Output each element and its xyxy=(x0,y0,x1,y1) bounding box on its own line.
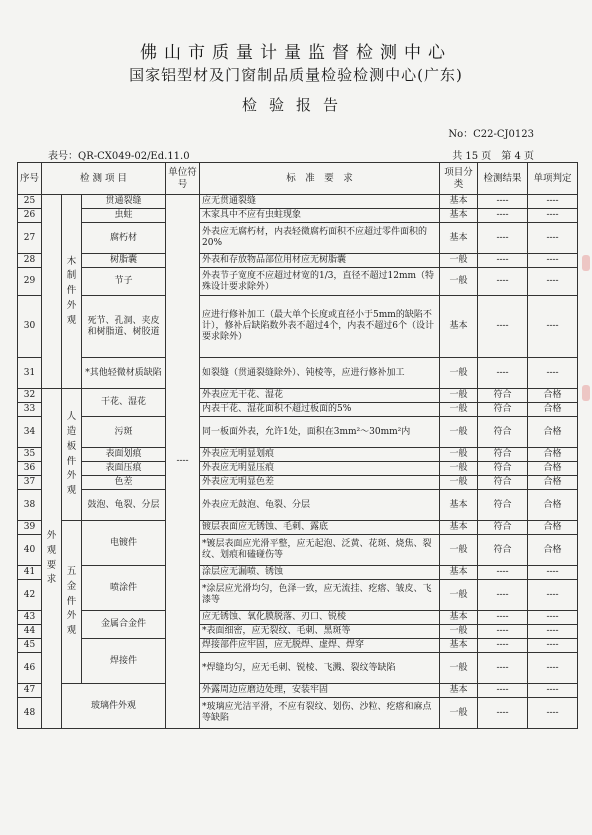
row-number: 40 xyxy=(18,535,42,566)
row-number: 29 xyxy=(18,268,42,296)
row-number: 31 xyxy=(18,358,42,389)
judgement: 合格 xyxy=(528,403,578,417)
judgement: ---- xyxy=(528,195,578,209)
row-number: 39 xyxy=(18,521,42,535)
standard-text: 同一板面外表，允许1处，面积在3mm²～30mm²内 xyxy=(200,417,440,448)
judgement: ---- xyxy=(528,653,578,684)
item-name: 腐朽材 xyxy=(82,223,166,254)
item-name: 鼓泡、龟裂、分层 xyxy=(82,490,166,521)
judgement: 合格 xyxy=(528,462,578,476)
item-name: 节子 xyxy=(82,268,166,296)
table-row xyxy=(18,358,578,389)
item-class: 基本 xyxy=(440,296,478,358)
standard-text: 涂层应无漏喷、锈蚀 xyxy=(200,566,440,580)
item-class: 基本 xyxy=(440,195,478,209)
item-class: 一般 xyxy=(440,403,478,417)
judgement: ---- xyxy=(528,268,578,296)
item-name: 污斑 xyxy=(82,417,166,448)
standard-text: *玻璃应光洁平滑，不应有裂纹、划伤、沙粒、疙瘩和麻点等缺陷 xyxy=(200,698,440,729)
item-class: 基本 xyxy=(440,209,478,223)
standard-text: 应无锈蚀、氧化膜脱落、刃口、锐棱 xyxy=(200,611,440,625)
row-number: 25 xyxy=(18,195,42,209)
result: ---- xyxy=(478,698,528,729)
row-number: 27 xyxy=(18,223,42,254)
row-number: 37 xyxy=(18,476,42,490)
row-number: 30 xyxy=(18,296,42,358)
seal-fragment xyxy=(582,255,590,271)
col-header-class: 项目分类 xyxy=(440,163,478,195)
judgement: ---- xyxy=(528,566,578,580)
item-name: 树脂囊 xyxy=(82,254,166,268)
col-header-unit: 单位符号 xyxy=(166,163,200,195)
judgement: 合格 xyxy=(528,476,578,490)
result: ---- xyxy=(478,580,528,611)
form-number: 表号：QR-CX049-02/Ed.11.0 xyxy=(48,151,190,162)
item-name: 焊接件 xyxy=(82,639,166,684)
result: 符合 xyxy=(478,521,528,535)
row-number: 34 xyxy=(18,417,42,448)
result: ---- xyxy=(478,625,528,639)
group-wood: 木制件外观 xyxy=(62,195,82,389)
item-class: 基本 xyxy=(440,566,478,580)
table-header-row xyxy=(18,163,578,195)
result: 符合 xyxy=(478,476,528,490)
row-number: 45 xyxy=(18,639,42,653)
row-number: 48 xyxy=(18,698,42,729)
judgement: 合格 xyxy=(528,535,578,566)
table-row xyxy=(18,296,578,358)
col-header-judgement: 单项判定 xyxy=(528,163,578,195)
item-class: 一般 xyxy=(440,358,478,389)
result: ---- xyxy=(478,254,528,268)
standard-text: 如裂缝（贯通裂缝除外）、钝棱等，应进行修补加工 xyxy=(200,358,440,389)
result: ---- xyxy=(478,653,528,684)
item-name: 虫蛀 xyxy=(82,209,166,223)
table-row xyxy=(18,611,578,625)
item-name: 死节、孔洞、夹皮和树脂道、树胶道 xyxy=(82,296,166,358)
standard-text: 镀层表面应无锈蚀、毛刺、露底 xyxy=(200,521,440,535)
judgement: 合格 xyxy=(528,521,578,535)
item-name: 玻璃件外观 xyxy=(62,684,166,729)
standard-text: *表面细密，应无裂纹、毛刺、黑斑等 xyxy=(200,625,440,639)
judgement: 合格 xyxy=(528,448,578,462)
item-name: 色差 xyxy=(82,476,166,490)
row-number: 26 xyxy=(18,209,42,223)
result: ---- xyxy=(478,223,528,254)
col-header-result: 检测结果 xyxy=(478,163,528,195)
item-class: 基本 xyxy=(440,490,478,521)
result: ---- xyxy=(478,209,528,223)
judgement: ---- xyxy=(528,684,578,698)
item-class: 一般 xyxy=(440,389,478,403)
item-class: 基本 xyxy=(440,223,478,254)
report-title: 检验报告 xyxy=(241,96,350,114)
standard-text: 应进行修补加工（最大单个长度或直径小于5mm的缺陷不计），修补后缺陷数外表不超过4个，内表不超过6个（设计要求除外） xyxy=(200,296,440,358)
standard-text: 木家具中不应有虫蛀现象 xyxy=(200,209,440,223)
table-row xyxy=(18,417,578,448)
judgement: ---- xyxy=(528,296,578,358)
standard-text: 外表节子宽度不应超过材宽的1/3，直径不超过12mm（特殊设计要求除外） xyxy=(200,268,440,296)
judgement: ---- xyxy=(528,625,578,639)
result: 符合 xyxy=(478,535,528,566)
item-class: 一般 xyxy=(440,462,478,476)
judgement: ---- xyxy=(528,580,578,611)
center-title: 国家铝型材及门窗制品质量检验检测中心(广东) xyxy=(129,66,463,84)
table-row xyxy=(18,223,578,254)
row-number: 35 xyxy=(18,448,42,462)
item-name: 贯通裂缝 xyxy=(82,195,166,209)
result: ---- xyxy=(478,611,528,625)
table-row xyxy=(18,462,578,476)
row-number: 28 xyxy=(18,254,42,268)
table-row xyxy=(18,268,578,296)
group-appearance: 外观要求 xyxy=(42,389,62,729)
row-number: 46 xyxy=(18,653,42,684)
group-board: 人造板件外观 xyxy=(62,389,82,521)
table-row xyxy=(18,254,578,268)
item-class: 一般 xyxy=(440,535,478,566)
result: ---- xyxy=(478,296,528,358)
row-number: 32 xyxy=(18,389,42,403)
table-row xyxy=(18,389,578,403)
row-number: 36 xyxy=(18,462,42,476)
seal-fragment xyxy=(582,385,590,401)
item-class: 一般 xyxy=(440,448,478,462)
item-name: 喷涂件 xyxy=(82,566,166,611)
table-row xyxy=(18,639,578,653)
row-number: 44 xyxy=(18,625,42,639)
standard-text: 外露周边应磨边处理，安装牢固 xyxy=(200,684,440,698)
judgement: ---- xyxy=(528,209,578,223)
result: ---- xyxy=(478,639,528,653)
group-blank-cell xyxy=(42,195,62,389)
item-class: 一般 xyxy=(440,625,478,639)
inspection-table xyxy=(17,162,578,729)
standard-text: *涂层应光滑均匀，色泽一致，应无流挂、疙瘩、皱皮、飞漆等 xyxy=(200,580,440,611)
result: ---- xyxy=(478,195,528,209)
result: ---- xyxy=(478,684,528,698)
item-class: 一般 xyxy=(440,653,478,684)
standard-text: 外表应无腐朽材，内表轻微腐朽面积不应超过零件面积的20% xyxy=(200,223,440,254)
item-class: 一般 xyxy=(440,417,478,448)
standard-text: 外表应无明显压痕 xyxy=(200,462,440,476)
item-name: 表面划痕 xyxy=(82,448,166,462)
judgement: ---- xyxy=(528,698,578,729)
judgement: ---- xyxy=(528,358,578,389)
table-row xyxy=(18,566,578,580)
result: 符合 xyxy=(478,417,528,448)
judgement: ---- xyxy=(528,223,578,254)
standard-text: 外表应无鼓泡、龟裂、分层 xyxy=(200,490,440,521)
table-row xyxy=(18,684,578,698)
item-name: *其他轻微材质缺陷 xyxy=(82,358,166,389)
result: 符合 xyxy=(478,490,528,521)
table-row xyxy=(18,209,578,223)
standard-text: *镀层表面应光滑平整，应无起泡、泛黄、花斑、烧焦、裂纹、划痕和磕碰伤等 xyxy=(200,535,440,566)
result: ---- xyxy=(478,358,528,389)
standard-text: 焊接部件应牢固，应无脱焊、虚焊、焊穿 xyxy=(200,639,440,653)
result: 符合 xyxy=(478,448,528,462)
row-number: 41 xyxy=(18,566,42,580)
judgement: 合格 xyxy=(528,490,578,521)
row-number: 38 xyxy=(18,490,42,521)
item-class: 基本 xyxy=(440,639,478,653)
col-header-seq: 序号 xyxy=(18,163,42,195)
item-class: 一般 xyxy=(440,698,478,729)
row-number: 43 xyxy=(18,611,42,625)
judgement: ---- xyxy=(528,611,578,625)
result: ---- xyxy=(478,268,528,296)
judgement: 合格 xyxy=(528,389,578,403)
judgement: ---- xyxy=(528,639,578,653)
standard-text: 内表干花、湿花面积不超过板面的5% xyxy=(200,403,440,417)
col-header-standard: 标 准 要 求 xyxy=(200,163,440,195)
table-row xyxy=(18,476,578,490)
judgement: 合格 xyxy=(528,417,578,448)
table-row xyxy=(18,448,578,462)
item-class: 基本 xyxy=(440,611,478,625)
item-name: 表面压痕 xyxy=(82,462,166,476)
item-class: 基本 xyxy=(440,521,478,535)
org-title: 佛山市质量计量监督检测中心 xyxy=(140,43,452,63)
item-class: 一般 xyxy=(440,254,478,268)
result: ---- xyxy=(478,566,528,580)
row-number: 42 xyxy=(18,580,42,611)
item-class: 基本 xyxy=(440,684,478,698)
judgement: ---- xyxy=(528,254,578,268)
item-name: 干花、湿花 xyxy=(82,389,166,417)
item-name: 金属合金件 xyxy=(82,611,166,639)
standard-text: 应无贯通裂缝 xyxy=(200,195,440,209)
page-info: 共 15 页 第 4 页 xyxy=(452,151,534,162)
item-class: 一般 xyxy=(440,580,478,611)
unit-symbol: ---- xyxy=(166,195,200,729)
table-row xyxy=(18,195,578,209)
standard-text: 外表应无干花、湿花 xyxy=(200,389,440,403)
result: 符合 xyxy=(478,462,528,476)
group-metal: 五金件外观 xyxy=(62,521,82,684)
standard-text: 外表应无明显色差 xyxy=(200,476,440,490)
standard-text: *焊缝均匀，应无毛刺、锐棱、飞溅、裂纹等缺陷 xyxy=(200,653,440,684)
table-row xyxy=(18,490,578,521)
row-number: 33 xyxy=(18,403,42,417)
item-name: 电镀件 xyxy=(82,521,166,566)
standard-text: 外表和存放物品部位用材应无树脂囊 xyxy=(200,254,440,268)
result: 符合 xyxy=(478,403,528,417)
row-number: 47 xyxy=(18,684,42,698)
standard-text: 外表应无明显划痕 xyxy=(200,448,440,462)
item-class: 一般 xyxy=(440,268,478,296)
table-row xyxy=(18,521,578,535)
result: 符合 xyxy=(478,389,528,403)
report-number: No：C22-CJ0123 xyxy=(448,129,534,140)
col-header-item: 检 测 项 目 xyxy=(42,163,166,195)
item-class: 一般 xyxy=(440,476,478,490)
